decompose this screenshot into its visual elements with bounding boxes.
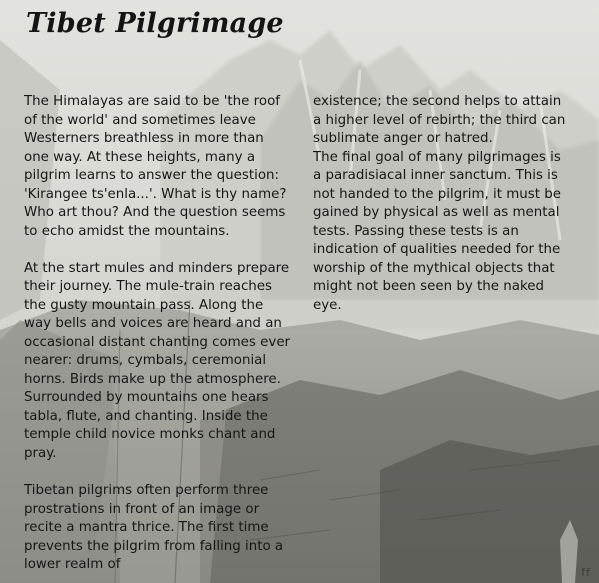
paragraph-journey: At the start mules and minders prepare their journey. The mule-train reaches the gusty mountain pass. Along the way bells and voices are heard and an occasional distant chanting comes ever nearer: drums, cymbals, ceremonial horns. Birds make up the atmosphere. Surrounded by mountains one hears tabla, flute, and chanting. Inside the temple child novice monks chant and pray.: [24, 260, 291, 461]
left-text-column: [24, 93, 292, 575]
paragraph-prostrations: Tibetan pilgrims often perform three prostrations in front of an image or recite a mantra thrice. The first time prevents the pilgrim from falling into a lower realm of: [24, 483, 284, 572]
page-title: Tibet Pilgrimage: [26, 8, 284, 39]
paragraph-rebirth: existence; the second helps to attain a higher level of rebirth; the third can sublimate anger or hatred.: [313, 94, 566, 146]
paragraph-intro: The Himalayas are said to be 'the roof of the world' and sometimes leave Westerners breathless in more than one way. At these heights, many a pilgrim learns to answer the question: 'Kirangee ts'enla...'. What is thy name? Who art thou? And the question seems to echo amidst the mountains.: [24, 94, 287, 239]
page-mark: ff: [581, 566, 591, 579]
right-text-column: [313, 93, 573, 315]
paragraph-final-goal: The final goal of many pilgrimages is a paradisiacal inner sanctum. This is not handed to the pilgrim, it must be gained by physical as well as mental tests. Passing these tests is an indication of qualities needed for the worship of the mythical objects that might not been seen by the naked eye.: [313, 149, 561, 313]
